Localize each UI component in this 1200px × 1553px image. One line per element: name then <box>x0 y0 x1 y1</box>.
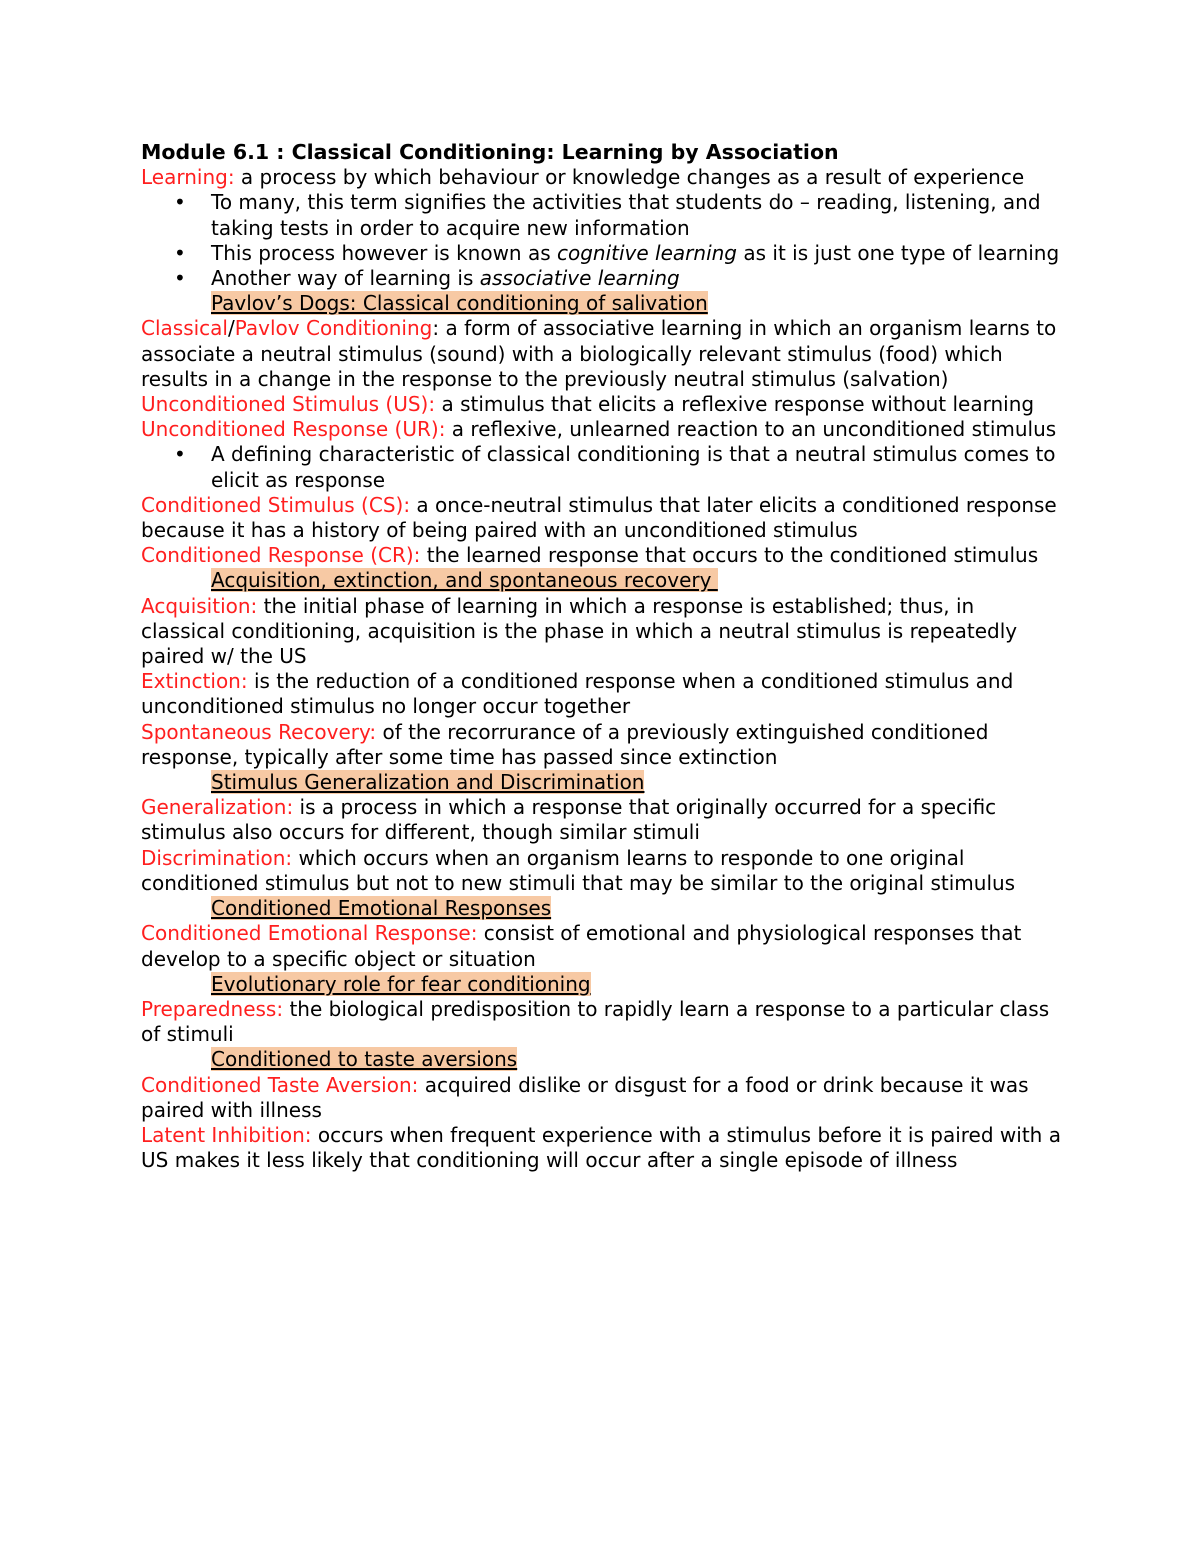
bullet-text: Another way of learning is <box>211 266 480 291</box>
term-cr: Conditioned Response (CR): <box>141 543 421 568</box>
bullet-text: This process however is known as <box>211 240 557 265</box>
subheading-taste: Conditioned to taste aversions <box>211 1047 518 1072</box>
definition-cs <box>141 493 1061 543</box>
definition-classical <box>141 316 1061 392</box>
term-extinction: Extinction: <box>141 669 248 694</box>
term-pavlov: Pavlov Conditioning <box>234 316 433 341</box>
definition-taste-aversion <box>141 1073 1061 1123</box>
definition-preparedness <box>141 997 1061 1047</box>
bullet-list-ur <box>141 442 1061 492</box>
definition-us <box>141 392 1061 417</box>
subheading-row <box>141 568 1061 593</box>
italic-term: cognitive learning <box>557 240 737 265</box>
def-ur: a reflexive, unlearned reaction to an unconditioned stimulus <box>445 417 1057 442</box>
term-cs: Conditioned Stimulus (CS): <box>141 492 411 517</box>
subheading-row <box>141 972 1061 997</box>
term-latent-inhibition: Latent Inhibition: <box>141 1122 312 1147</box>
definition-spontaneous-recovery <box>141 720 1061 770</box>
def-cr: the learned response that occurs to the conditioned stimulus <box>420 543 1039 568</box>
term-discrimination: Discrimination: <box>141 845 293 870</box>
term-cer: Conditioned Emotional Response: <box>141 921 478 946</box>
bullet-text: as it is just one type of learning <box>737 240 1060 265</box>
definition-learning <box>141 165 1061 190</box>
page-title: Module 6.1 : Classical Conditioning: Learning by Association <box>141 140 839 164</box>
bullet-icon: • <box>174 190 186 215</box>
term-taste-aversion: Conditioned Taste Aversion: <box>141 1072 419 1097</box>
definition-ur <box>141 417 1061 442</box>
def-cer: consist of emotional and physiological responses that develop to a specific object or situation <box>141 921 1022 971</box>
list-item <box>141 266 1061 291</box>
list-item <box>141 190 1061 240</box>
subheading-evolutionary: Evolutionary role for fear conditioning <box>211 971 591 996</box>
term-ur: Unconditioned Response (UR): <box>141 417 446 442</box>
colon: : <box>432 316 440 341</box>
term-acquisition: Acquisition: <box>141 593 258 618</box>
bullet-icon: • <box>174 442 186 467</box>
def-generalization: is a process in which a response that originally occurred for a specific stimulus also occurs for different, though similar stimuli <box>141 795 997 845</box>
bullet-icon: • <box>174 240 186 265</box>
subheading-row <box>141 770 1061 795</box>
def-classical: a form of associative learning in which an organism learns to associate a neutral stimulus (sound) with a biologically relevant stimulus (food) which results in a change in the response to the previously neutral stimulus (salvation) <box>141 316 1057 391</box>
subheading-pavlov: Pavlov’s Dogs: Classical conditioning of salivation <box>211 291 708 316</box>
def-acquisition: the initial phase of learning in which a response is established; thus, in classical conditioning, acquisition is the phase in which a neutral stimulus is repeatedly paired w/ the US <box>141 593 1018 669</box>
def-latent-inhibition: occurs when frequent experience with a stimulus before it is paired with a US makes it less likely that conditioning will occur after a single episode of illness <box>141 1122 1061 1173</box>
term-learning: Learning: <box>141 165 235 190</box>
list-item <box>141 241 1061 266</box>
definition-latent-inhibition <box>141 1123 1061 1173</box>
subheading-row <box>141 896 1061 921</box>
definition-cer <box>141 921 1061 971</box>
bullet-list-learning <box>141 190 1061 291</box>
def-discrimination: which occurs when an organism learns to responde to one original conditioned stimulus but not to new stimuli that may be similar to the original stimulus <box>141 845 1016 895</box>
bullet-icon: • <box>174 266 186 291</box>
subheading-row <box>141 291 1061 316</box>
definition-acquisition <box>141 594 1061 670</box>
def-cs: a once-neutral stimulus that later elicits a conditioned response because it has a history of being paired with an unconditioned stimulus <box>141 492 1057 543</box>
list-item <box>141 442 1061 492</box>
def-us: a stimulus that elicits a reflexive response without learning <box>435 392 1035 417</box>
bullet-text: To many, this term signifies the activities that students do – reading, listening, and taking tests in order to acquire new information <box>211 190 1041 240</box>
definition-cr <box>141 543 1061 568</box>
term-spontaneous-recovery: Spontaneous Recovery: <box>141 719 377 744</box>
bullet-text: A defining characteristic of classical conditioning is that a neutral stimulus comes to elicit as response <box>211 442 1056 492</box>
def-preparedness: the biological predisposition to rapidly learn a response to a particular class of stimuli <box>141 996 1050 1047</box>
slash: / <box>227 316 235 341</box>
term-classical: Classical <box>141 316 228 341</box>
subheading-acquisition: Acquisition, extinction, and spontaneous recovery <box>211 568 718 593</box>
definition-discrimination <box>141 846 1061 896</box>
subheading-row <box>141 1047 1061 1072</box>
term-preparedness: Preparedness: <box>141 996 284 1021</box>
def-learning: a process by which behaviour or knowledge changes as a result of experience <box>234 165 1025 190</box>
def-spontaneous-recovery: of the recorrurance of a previously extinguished conditioned response, typically after some time has passed since extinction <box>141 719 989 769</box>
definition-extinction <box>141 669 1061 719</box>
term-us: Unconditioned Stimulus (US): <box>141 392 436 417</box>
subheading-emotional: Conditioned Emotional Responses <box>211 896 552 921</box>
document-body <box>141 140 1061 1173</box>
italic-term: associative learning <box>479 266 680 291</box>
term-generalization: Generalization: <box>141 795 294 820</box>
definition-generalization <box>141 795 1061 845</box>
def-taste-aversion: acquired dislike or disgust for a food or drink because it was paired with illness <box>141 1072 1029 1122</box>
subheading-generalization: Stimulus Generalization and Discrimination <box>211 770 645 795</box>
def-extinction: is the reduction of a conditioned response when a conditioned stimulus and unconditioned stimulus no longer occur together <box>141 669 1014 719</box>
